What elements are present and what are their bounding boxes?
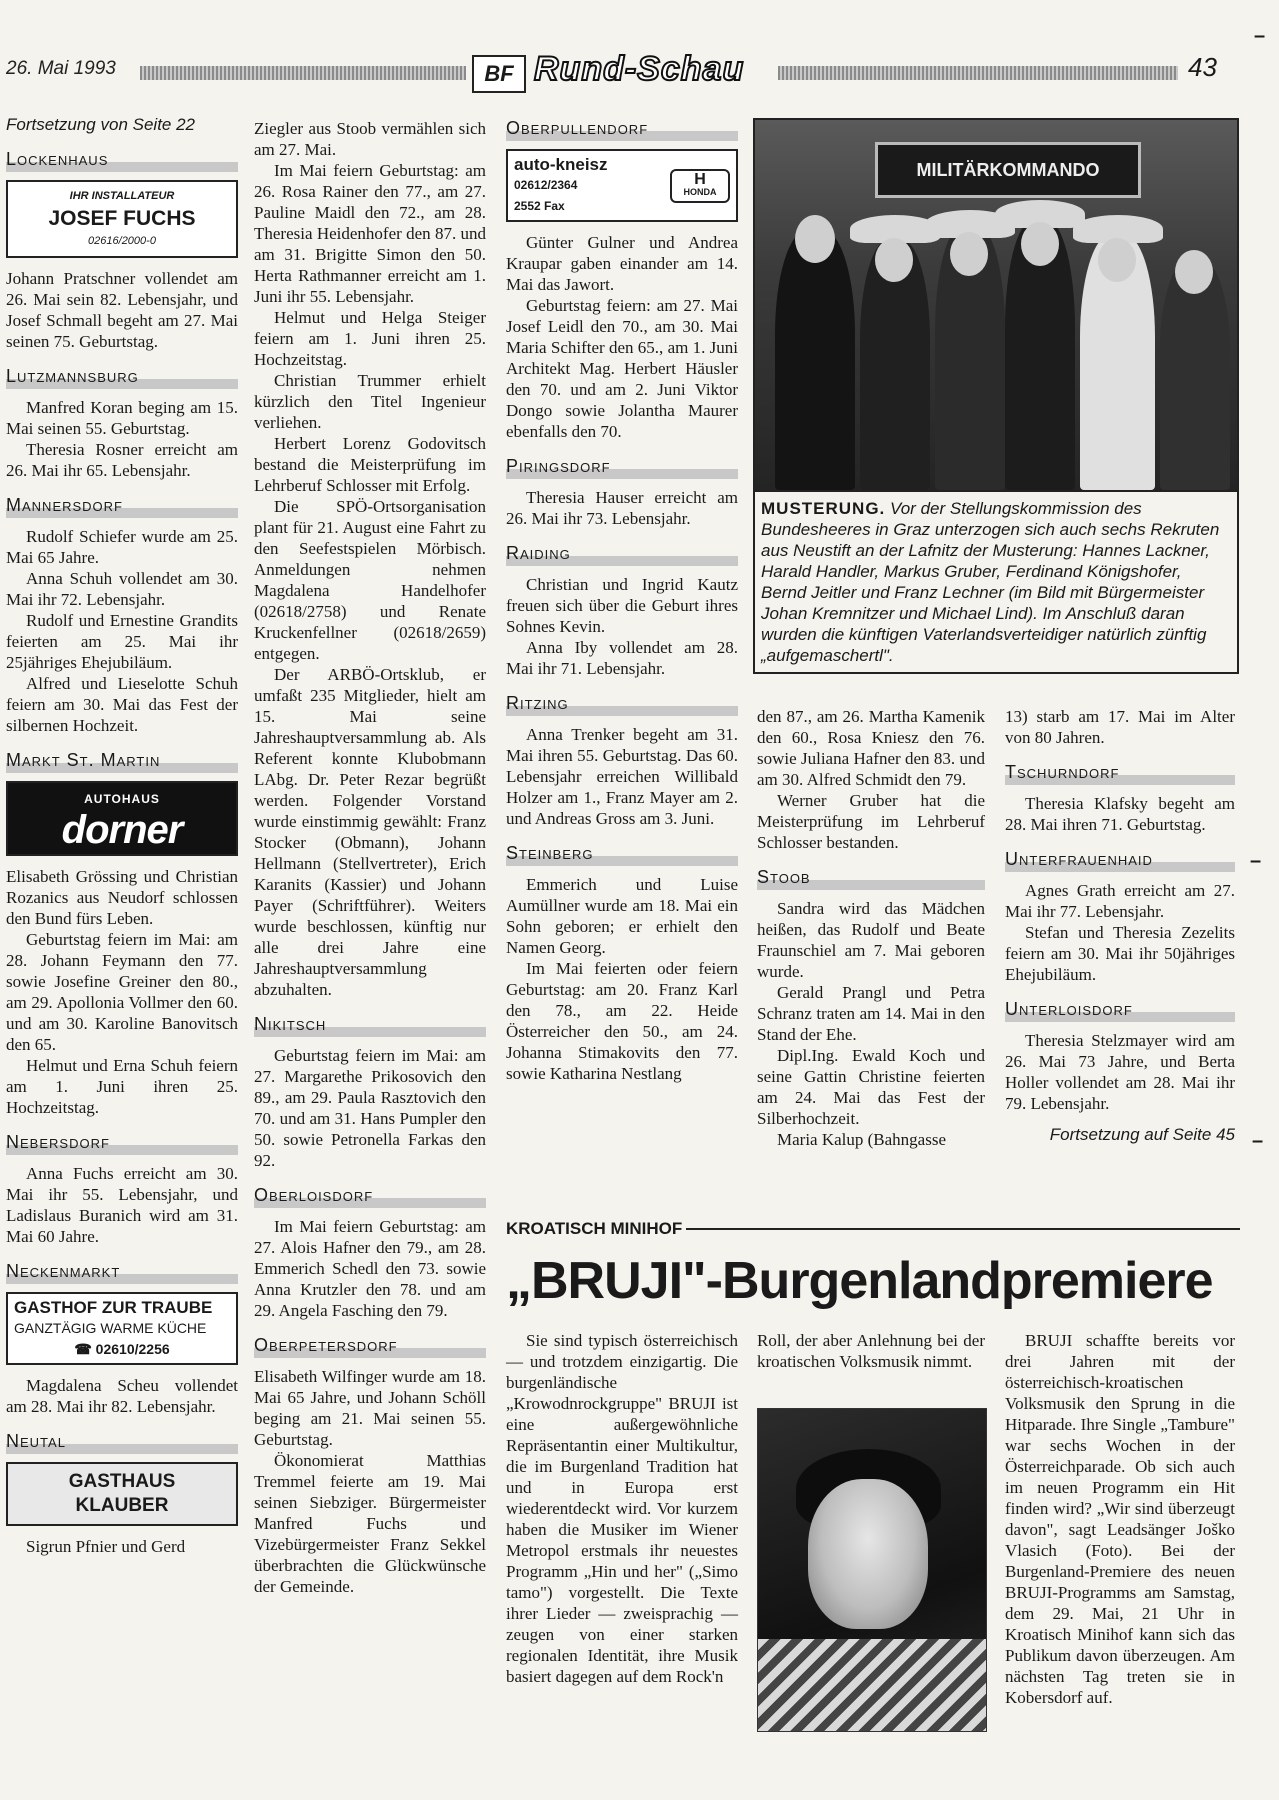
paragraph: Sandra wird das Mädchen heißen, das Rudolf und Beate Fraunschiel am 7. Mai geboren wurde.: [757, 899, 985, 981]
ad-klauber-line2: KLAUBER: [75, 1495, 169, 1516]
photo-caption: [753, 492, 1239, 674]
honda-h-icon: H: [694, 170, 706, 188]
paragraph: Im Mai feierten oder feiern Geburtstag: am 20. Franz Karl den 78., am 22. Heide Österreicher den 50., am 24. Johanna Stimakovits den 77. sowie Katharina Nestlang: [506, 959, 738, 1083]
caption-heading: MUSTERUNG.: [761, 499, 886, 518]
photo-person-head: [950, 232, 988, 276]
photo-person-head: [795, 215, 835, 263]
paragraph: Helmut und Erna Schuh feiern am 1. Juni ihren 25. Hochzeitstag.: [6, 1056, 238, 1117]
photo-person-head: [875, 238, 913, 282]
paragraph: Werner Gruber hat die Meisterprüfung im Lehrberuf Schlosser bestanden.: [757, 791, 985, 852]
ad-gasthof-zur-traube: [6, 1292, 238, 1365]
paragraph: Helmut und Helga Steiger feiern am 1. Juni ihren 25. Hochzeitstag.: [254, 308, 486, 369]
paragraph: Geburtstag feiern im Mai: am 28. Johann Feymann den 77. sowie Josefine Greiner den 80., am 29. Apollonia Vollmer den 60. und am 30. Karoline Banovitsch den 65.: [6, 930, 238, 1054]
page-number: 43: [1188, 52, 1217, 82]
paragraph: Sigrun Pfnier und Gerd: [26, 1537, 186, 1556]
paragraph: Magdalena Scheu vollendet am 28. Mai ihr 82. Lebensjahr.: [6, 1376, 238, 1416]
bf-logo: BF: [472, 55, 526, 93]
story-column-1: [506, 1330, 738, 1687]
header-rule-right: [778, 66, 1178, 80]
ad-josef-fuchs: [6, 180, 238, 258]
heading-oberpullendorf: Oberpullendorf: [506, 118, 738, 141]
paragraph: Anna Schuh vollendet am 30. Mai ihr 72. Lebensjahr.: [6, 569, 238, 609]
caption-text: Vor der Stellungskommission des Bundesheeres in Graz unterzogen sich auch sechs Rekruten aus Neustift an der Lafnitz der Musterung: Hannes Lackner, Harald Handler, Markus Gruber, Ferdinand Königshofer, Bernd Jeitler und Franz Lechner (im Bild mit Bürgermeister Johan Kremnitzer und Michael Lind). Im Anschluß daran wurden die künftigen Vaterlandsverteidiger natürlich zünftig „aufgemaschertl".: [761, 499, 1220, 665]
heading-tschurndorf: Tschurndorf: [1005, 762, 1235, 785]
column-4: [757, 706, 985, 1150]
heading-nebersdorf: Nebersdorf: [6, 1132, 238, 1155]
paragraph: Theresia Stelzmayer wird am 26. Mai 73 Jahre, und Berta Holler vollendet am 28. Mai ihr 79. Lebensjahr.: [1005, 1031, 1235, 1113]
ad-fuchs-tagline: IHR INSTALLATEUR: [69, 190, 175, 202]
ad-kneisz-fax: 2552 Fax: [514, 199, 565, 213]
heading-raiding: Raiding: [506, 543, 738, 566]
column-5: [1005, 706, 1235, 1145]
paragraph: Maria Kalup (Bahngasse: [777, 1130, 947, 1149]
paragraph: Dipl.Ing. Ewald Koch und seine Gattin Christine feierten am 24. Mai das Fest der Silberhochzeit.: [757, 1046, 985, 1128]
ad-traube-tagline: GANZTÄGIG WARME KÜCHE: [14, 1320, 207, 1336]
paragraph: den 87., am 26. Martha Kamenik den 60., Rosa Kniesz den 76. sowie Juliana Hafner den 83. und am 30. Alfred Schmidt den 79.: [757, 707, 985, 789]
continued-to: Fortsetzung auf Seite 45: [1049, 1125, 1235, 1144]
ad-dorner-tagline: AUTOHAUS: [84, 792, 160, 806]
portrait-face: [808, 1479, 928, 1629]
heading-nikitsch: Nikitsch: [254, 1014, 486, 1037]
ad-klauber-line1: GASTHAUS: [68, 1471, 176, 1492]
photo-person-head: [1021, 222, 1059, 266]
section-title: Rund-Schau: [534, 50, 745, 88]
paragraph: Geburtstag feiern im Mai: am 27. Margarethe Prikosovich den 89., am 29. Paula Rasztovich den 70. und am 31. Hans Pumpler den 50. sowie Petronella Farkas den 92.: [254, 1046, 486, 1170]
paragraph: Ziegler aus Stoob vermählen sich am 27. Mai.: [254, 119, 486, 159]
paragraph: Rudolf und Ernestine Grandits feierten am 25. Mai ihr 25jähriges Ehejubiläum.: [6, 611, 238, 672]
scan-mark: –: [1250, 850, 1262, 872]
paragraph: Anna Iby vollendet am 28. Mai ihr 71. Lebensjahr.: [506, 638, 738, 678]
paragraph: Anna Fuchs erreicht am 30. Mai ihr 55. Lebensjahr, und Ladislaus Buranich wird am 31. Mai 60 Jahre.: [6, 1164, 238, 1246]
heading-oberpetersdorf: Oberpetersdorf: [254, 1335, 486, 1358]
heading-neutal: Neutal: [6, 1431, 238, 1454]
paragraph: Elisabeth Grössing und Christian Rozanics aus Neudorf schlossen den Bund fürs Leben.: [6, 867, 238, 928]
paragraph: Günter Gulner und Andrea Kraupar gaben einander am 14. Mai das Jawort.: [506, 233, 738, 294]
paragraph: Stefan und Theresia Zezelits feiern am 30. Mai ihr 50jähriges Ehejubiläum.: [1005, 923, 1235, 984]
ad-autohaus-dorner: [6, 781, 238, 856]
paragraph: Sie sind typisch österreichisch — und trotzdem einzigartig. Die burgenländische „Krowodnrockgruppe" BRUJI ist eine außergewöhnliche Repräsentantin einer Multikultur, die im Burgenland Tradition hat und in Europa erst wiederentdeckt wird. Vor kurzem haben die Musiker im Wiener Metropol erstmals ihr neuestes Programm „Hin und her" („Simo tamo") vorgestellt. Die Texte ihrer Lieder — zweisprachig — zeugen von einer starken regionalen Identität, ihre Musik basiert dagegen auf dem Rock'n: [506, 1331, 738, 1686]
heading-lutzmannsburg: Lutzmannsburg: [6, 366, 238, 389]
story-kicker: [506, 1219, 1240, 1239]
heading-unterloisdorf: Unterloisdorf: [1005, 999, 1235, 1022]
paragraph: BRUJI schaffte bereits vor drei Jahren mit der österreichisch-kroatischen Volksmusik den Sprung in die Hitparade. Ihre Single „Tambure" war sechs Wochen in der Österreichparade. Ob sich auch im neuen Programm ein Hit finden wird? „Wir sind überzeugt davon", sagt Leadsänger Joško Vlasich (Foto). Bei der Burgenland-Premiere des neuen BRUJI-Programms am Samstag, dem 29. Mai, 21 Uhr in Kroatisch Minihof kann sich das Publikum davon überzeugen. Am nächsten Tag treten sie in Kobersdorf auf.: [1005, 1331, 1235, 1707]
heading-steinberg: Steinberg: [506, 843, 738, 866]
heading-neckenmarkt: Neckenmarkt: [6, 1261, 238, 1284]
photo-sign: MILITÄRKOMMANDO: [875, 142, 1141, 198]
paragraph: Geburtstag feiern: am 27. Mai Josef Leidl den 70., am 30. Mai Maria Schifter den 65., am 1. Juni Architekt Mag. Herbert Häusler den 70. und am 2. Juni Viktor Dongo sowie Jolantha Maurer ebenfalls den 70.: [506, 296, 738, 441]
honda-logo: [670, 169, 730, 203]
heading-piringsdorf: Piringsdorf: [506, 456, 738, 479]
continued-from: Fortsetzung von Seite 22: [6, 115, 196, 134]
column-3: [506, 114, 738, 1084]
heading-lockenhaus: Lockenhaus: [6, 149, 238, 172]
paragraph: Ökonomierat Matthias Tremmel feierte am 19. Mai seinen Siebziger. Bürgermeister Manfred Fuchs und Vizebürgermeister Franz Sekkel überbrachten die Glückwünsche der Gemeinde.: [254, 1451, 486, 1596]
paragraph: Alfred und Lieselotte Schuh feiern am 30. Mai das Fest der silbernen Hochzeit.: [6, 674, 238, 735]
ad-fuchs-phone: 02616/2000-0: [88, 235, 156, 247]
paragraph: Elisabeth Wilfinger wurde am 18. Mai 65 Jahre, und Johann Schöll beging am 21. Mai seinen 55. Geburtstag.: [254, 1367, 486, 1449]
heading-markt-st-martin: Markt St. Martin: [6, 750, 238, 773]
column-1: [6, 114, 238, 1557]
ad-traube-phone: ☎ 02610/2256: [74, 1341, 170, 1357]
kicker-rule: [686, 1228, 1240, 1230]
heading-unterfrauenhaid: Unterfrauenhaid: [1005, 849, 1235, 872]
paragraph: Johann Pratschner vollendet am 26. Mai sein 82. Lebensjahr, und Josef Schmall begeht am 27. Mai seinen 75. Geburtstag.: [6, 269, 238, 351]
header-rule-left: [140, 66, 466, 80]
kicker-text: KROATISCH MINIHOF: [506, 1219, 683, 1238]
photo-musterung: [753, 118, 1239, 492]
paragraph: Anna Trenker begeht am 31. Mai ihren 55. Geburtstag. Das 60. Lebensjahr erreichen Willibald Holzer am 1., Franz Mayer am 2. und Andreas Gross am 3. Juni.: [506, 725, 738, 828]
heading-oberloisdorf: Oberloisdorf: [254, 1185, 486, 1208]
story-column-3: [1005, 1330, 1235, 1708]
ad-kneisz-name: auto-kneisz: [514, 155, 608, 174]
heading-stoob: Stoob: [757, 867, 985, 890]
paragraph: Theresia Klafsky begeht am 28. Mai ihren 71. Geburtstag.: [1005, 794, 1235, 834]
paragraph: 13) starb am 17. Mai im Alter von 80 Jahren.: [1005, 707, 1235, 747]
photo-person: [1160, 260, 1230, 490]
portrait-vest: [758, 1639, 986, 1732]
story-column-2: [757, 1330, 985, 1372]
photo-person-head: [1175, 250, 1213, 294]
paragraph: Im Mai feiern Geburtstag: am 27. Alois Hafner den 79., am 28. Emmerich Schedl den 73. sowie Anna Krutzler den 78. und am 29. Angela Fasching den 79.: [254, 1217, 486, 1320]
paragraph: Im Mai feiern Geburtstag: am 26. Rosa Rainer den 77., am 27. Pauline Maidl den 72., am 28. Theresia Heidenhofer den 87. und am 31. Brigitte Simon den 50. Herta Rathmanner erreicht am 1. Juni ihr 55. Lebensjahr.: [254, 161, 486, 306]
paragraph: Rudolf Schiefer wurde am 25. Mai 65 Jahre.: [6, 527, 238, 567]
ad-kneisz-phone: 02612/2364: [514, 178, 578, 192]
heading-ritzing: Ritzing: [506, 693, 738, 716]
paragraph: Roll, der aber Anlehnung bei der kroatischen Volksmusik nimmt.: [757, 1331, 985, 1371]
column-2: [254, 118, 486, 1597]
scan-mark: –: [1254, 25, 1266, 47]
paragraph: Christian Trummer erhielt kürzlich den Titel Ingenieur verliehen.: [254, 371, 486, 432]
scan-mark: –: [1252, 1130, 1264, 1152]
photo-josko-vlasich: [757, 1408, 987, 1732]
ad-gasthaus-klauber: [6, 1462, 238, 1526]
ad-traube-name: GASTHOF ZUR TRAUBE: [14, 1298, 213, 1317]
photo-person: [775, 230, 855, 490]
ad-fuchs-name: JOSEF FUCHS: [48, 207, 196, 230]
paragraph: Theresia Rosner erreicht am 26. Mai ihr 65. Lebensjahr.: [6, 440, 238, 480]
photo-person-head: [1098, 238, 1136, 282]
ad-auto-kneisz: [506, 149, 738, 222]
honda-brand: HONDA: [683, 186, 717, 197]
paragraph: Emmerich und Luise Aumüllner wurde am 18. Mai ein Sohn geboren; er erhielt den Namen Georg.: [506, 875, 738, 957]
story-headline: „BRUJI"-Burgenlandpremiere: [506, 1252, 1213, 1310]
paragraph: Theresia Hauser erreicht am 26. Mai ihr 73. Lebensjahr.: [506, 488, 738, 528]
paragraph: Agnes Grath erreicht am 27. Mai ihr 77. Lebensjahr.: [1005, 881, 1235, 921]
paragraph: Herbert Lorenz Godovitsch bestand die Meisterprüfung im Lehrberuf Schlosser mit Erfolg.: [254, 434, 486, 495]
issue-date: 26. Mai 1993: [6, 58, 116, 79]
ad-dorner-name: dorner: [61, 808, 183, 852]
paragraph: Manfred Koran beging am 15. Mai seinen 55. Geburtstag.: [6, 398, 238, 438]
heading-mannersdorf: Mannersdorf: [6, 495, 238, 518]
paragraph: Der ARBÖ-Ortsklub, er umfaßt 235 Mitglieder, hielt am 15. Mai seine Jahreshauptversammlung ab. Als Referent konnte Klubobmann LAbg. Dr. Peter Rezar begrüßt werden. Folgender Vorstand wurde einstimmig gewählt: Franz Stocker (Obmann), Johann Hellmann (Stellvertreter), Erich Karanits (Kassier) und Johann Payer (Schriftführer). Weiters wurde beschlossen, künftig nur alle drei Jahre eine Jahreshauptversammlung abzuhalten.: [254, 665, 486, 999]
paragraph: Christian und Ingrid Kautz freuen sich über die Geburt ihres Sohnes Kevin.: [506, 575, 738, 636]
paragraph: Gerald Prangl und Petra Schranz traten am 14. Mai in den Stand der Ehe.: [757, 983, 985, 1044]
paragraph: Die SPÖ-Ortsorganisation plant für 21. August eine Fahrt zu den Seefestspielen Mörbisch. Anmeldungen nehmen Magdalena Handelhofer (02618/2758) und Renate Kruckenfellner (02618/2659) entgegen.: [254, 497, 486, 663]
